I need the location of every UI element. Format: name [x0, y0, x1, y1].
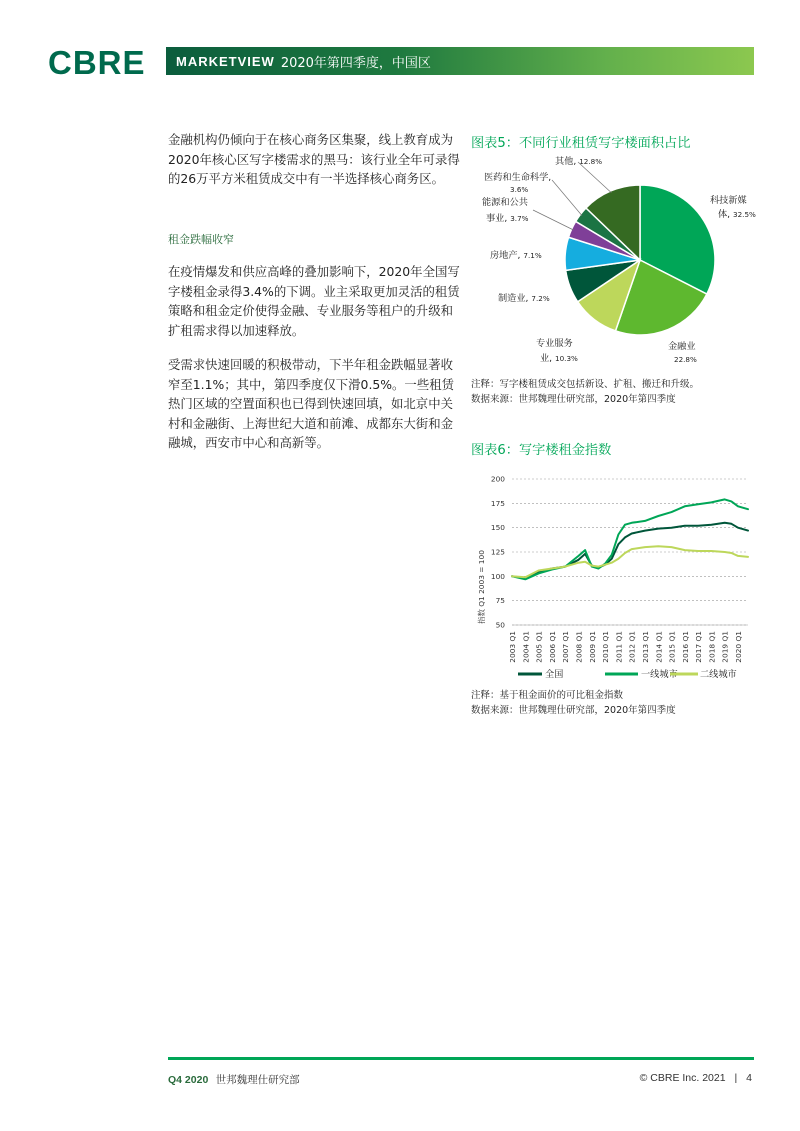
y-tick-label-3: 125 [490, 547, 505, 557]
label-tech-line2: 体, 32.5% [718, 209, 756, 220]
x-tick-label-16: 2019 Q1 [720, 631, 730, 663]
label-realestate: 房地产, 7.1% [490, 250, 542, 261]
x-tick-label-14: 2017 Q1 [694, 631, 704, 663]
figure5-source: 数据来源：世邦魏理仕研究部，2020年第四季度 [471, 394, 676, 405]
page-number: 4 [746, 1072, 752, 1084]
y-tick-label-2: 100 [490, 571, 505, 581]
footer-dept: 世邦魏理仕研究部 [215, 1074, 300, 1086]
legend [518, 668, 737, 680]
label-prof-line1: 专业服务 [536, 338, 573, 349]
y-tick-label-0: 50 [495, 620, 505, 630]
label-finance-line1: 金融业 [668, 341, 696, 352]
label-prof-line2: 业, 10.3% [540, 353, 578, 364]
label-energy-pct: 3.7% [510, 214, 529, 223]
label-finance-pct: 22.8% [674, 355, 697, 364]
label-energy-line2: 事业, 3.7% [486, 213, 529, 224]
marketview-label: MARKETVIEW [176, 53, 275, 69]
label-mfg: 制造业, 7.2% [498, 293, 550, 304]
x-tick-label-4: 2007 Q1 [561, 631, 571, 663]
x-tick-label-15: 2018 Q1 [707, 631, 717, 663]
y-tick-label-6: 200 [490, 474, 505, 484]
leader-line-7 [578, 162, 611, 193]
y-tick-label-5: 175 [490, 498, 505, 508]
figure5-note: 注释：写字楼租赁成交包括新设、扩租、搬迁和升级。 [471, 379, 700, 390]
label-med-pct: 3.6% [510, 185, 529, 194]
paragraph-3: 受需求快速回暖的积极带动，下半年租金跌幅显著收窄至1.1%；其中，第四季度仅下滑0.5%。一些租赁热门区域的空置面积也已得到快速回填，如北京中关村和金融街、上海世纪大道和前滩、成都东大街和金融城，西安市中心和高新等。 [168, 357, 454, 450]
paragraph-1: 金融机构仍倾向于在核心商务区集聚，线上教育成为2020年核心区写字楼需求的黑马：该行业全年可录得的26万平方米租赁成交中有一半选择核心商务区。 [168, 132, 460, 186]
figure6-source: 数据来源：世邦魏理仕研究部，2020年第四季度 [471, 705, 676, 716]
x-tick-label-8: 2011 Q1 [614, 631, 624, 663]
figure5-title: 图表5：不同行业租赁写字楼面积占比 [471, 136, 691, 151]
header-subtitle: 2020年第四季度，中国区 [280, 55, 431, 71]
x-tick-label-5: 2008 Q1 [574, 631, 584, 663]
label-other: 其他, 12.8% [555, 156, 603, 167]
label-tech-line1: 科技新媒 [710, 195, 747, 206]
pie-chart [470, 150, 756, 375]
footer-quarter: Q4 2020 [168, 1074, 209, 1086]
x-tick-label-10: 2013 Q1 [641, 631, 650, 663]
x-tick-label-7: 2010 Q1 [601, 631, 611, 663]
figure6-title: 图表6：写字楼租金指数 [471, 443, 612, 458]
x-tick-label-9: 2012 Q1 [627, 631, 637, 663]
series-line-2 [512, 546, 748, 577]
legend-label-2: 一线城市 [641, 669, 678, 680]
label-re-pct: 7.1% [523, 251, 542, 260]
x-tick-label-11: 2014 Q1 [654, 631, 664, 663]
legend-label-3: 二线城市 [700, 669, 737, 680]
footer-right [640, 1072, 752, 1084]
paragraph-2: 在疫情爆发和供应高峰的叠加影响下，2020年全国写字楼租金录得3.4%的下调。业主采取更加灵活的租赁策略和租金定价使得金融、专业服务等租户的升级和扩租需求得以加速释放。 [168, 264, 460, 338]
label-prof-pct: 10.3% [555, 354, 578, 363]
label-tech-pct: 32.5% [733, 210, 756, 219]
label-med-line1: 医药和生命科学, [484, 172, 552, 183]
figure6-note: 注释：基于租金面价的可比租金指数 [471, 690, 624, 701]
x-tick-label-0: 2003 Q1 [508, 631, 517, 663]
header-bar [166, 47, 754, 75]
cbre-logo: CBRE [48, 44, 146, 81]
subheading: 租金跌幅收窄 [168, 233, 234, 246]
footer-copyright: © CBRE Inc. 2021 [639, 1072, 726, 1084]
leader-line-5 [533, 210, 574, 230]
line-chart [470, 465, 760, 685]
y-axis-label: 指数 Q1 2003 = 100 [477, 550, 486, 624]
footer-left [168, 1072, 300, 1087]
footer-rule [168, 1057, 754, 1060]
x-tick-label-1: 2004 Q1 [521, 631, 531, 663]
legend-label-1: 全国 [545, 669, 564, 680]
label-mfg-pct: 7.2% [531, 294, 550, 303]
series-line-1 [512, 499, 748, 579]
label-other-pct: 12.8% [579, 157, 603, 166]
figure6-notes [471, 688, 676, 718]
x-tick-label-3: 2006 Q1 [547, 631, 557, 663]
x-tick-label-17: 2020 Q1 [734, 631, 743, 663]
x-tick-label-2: 2005 Q1 [534, 631, 544, 663]
y-tick-label-1: 75 [495, 596, 505, 606]
x-tick-label-6: 2009 Q1 [587, 631, 597, 663]
footer-separator: | [734, 1072, 738, 1084]
figure5-notes [471, 377, 699, 407]
label-energy-line1: 能源和公共 [482, 197, 528, 208]
y-tick-label-4: 150 [490, 523, 505, 533]
leader-line-6 [552, 180, 582, 216]
x-tick-label-12: 2015 Q1 [667, 631, 677, 663]
x-tick-label-13: 2016 Q1 [680, 631, 690, 663]
